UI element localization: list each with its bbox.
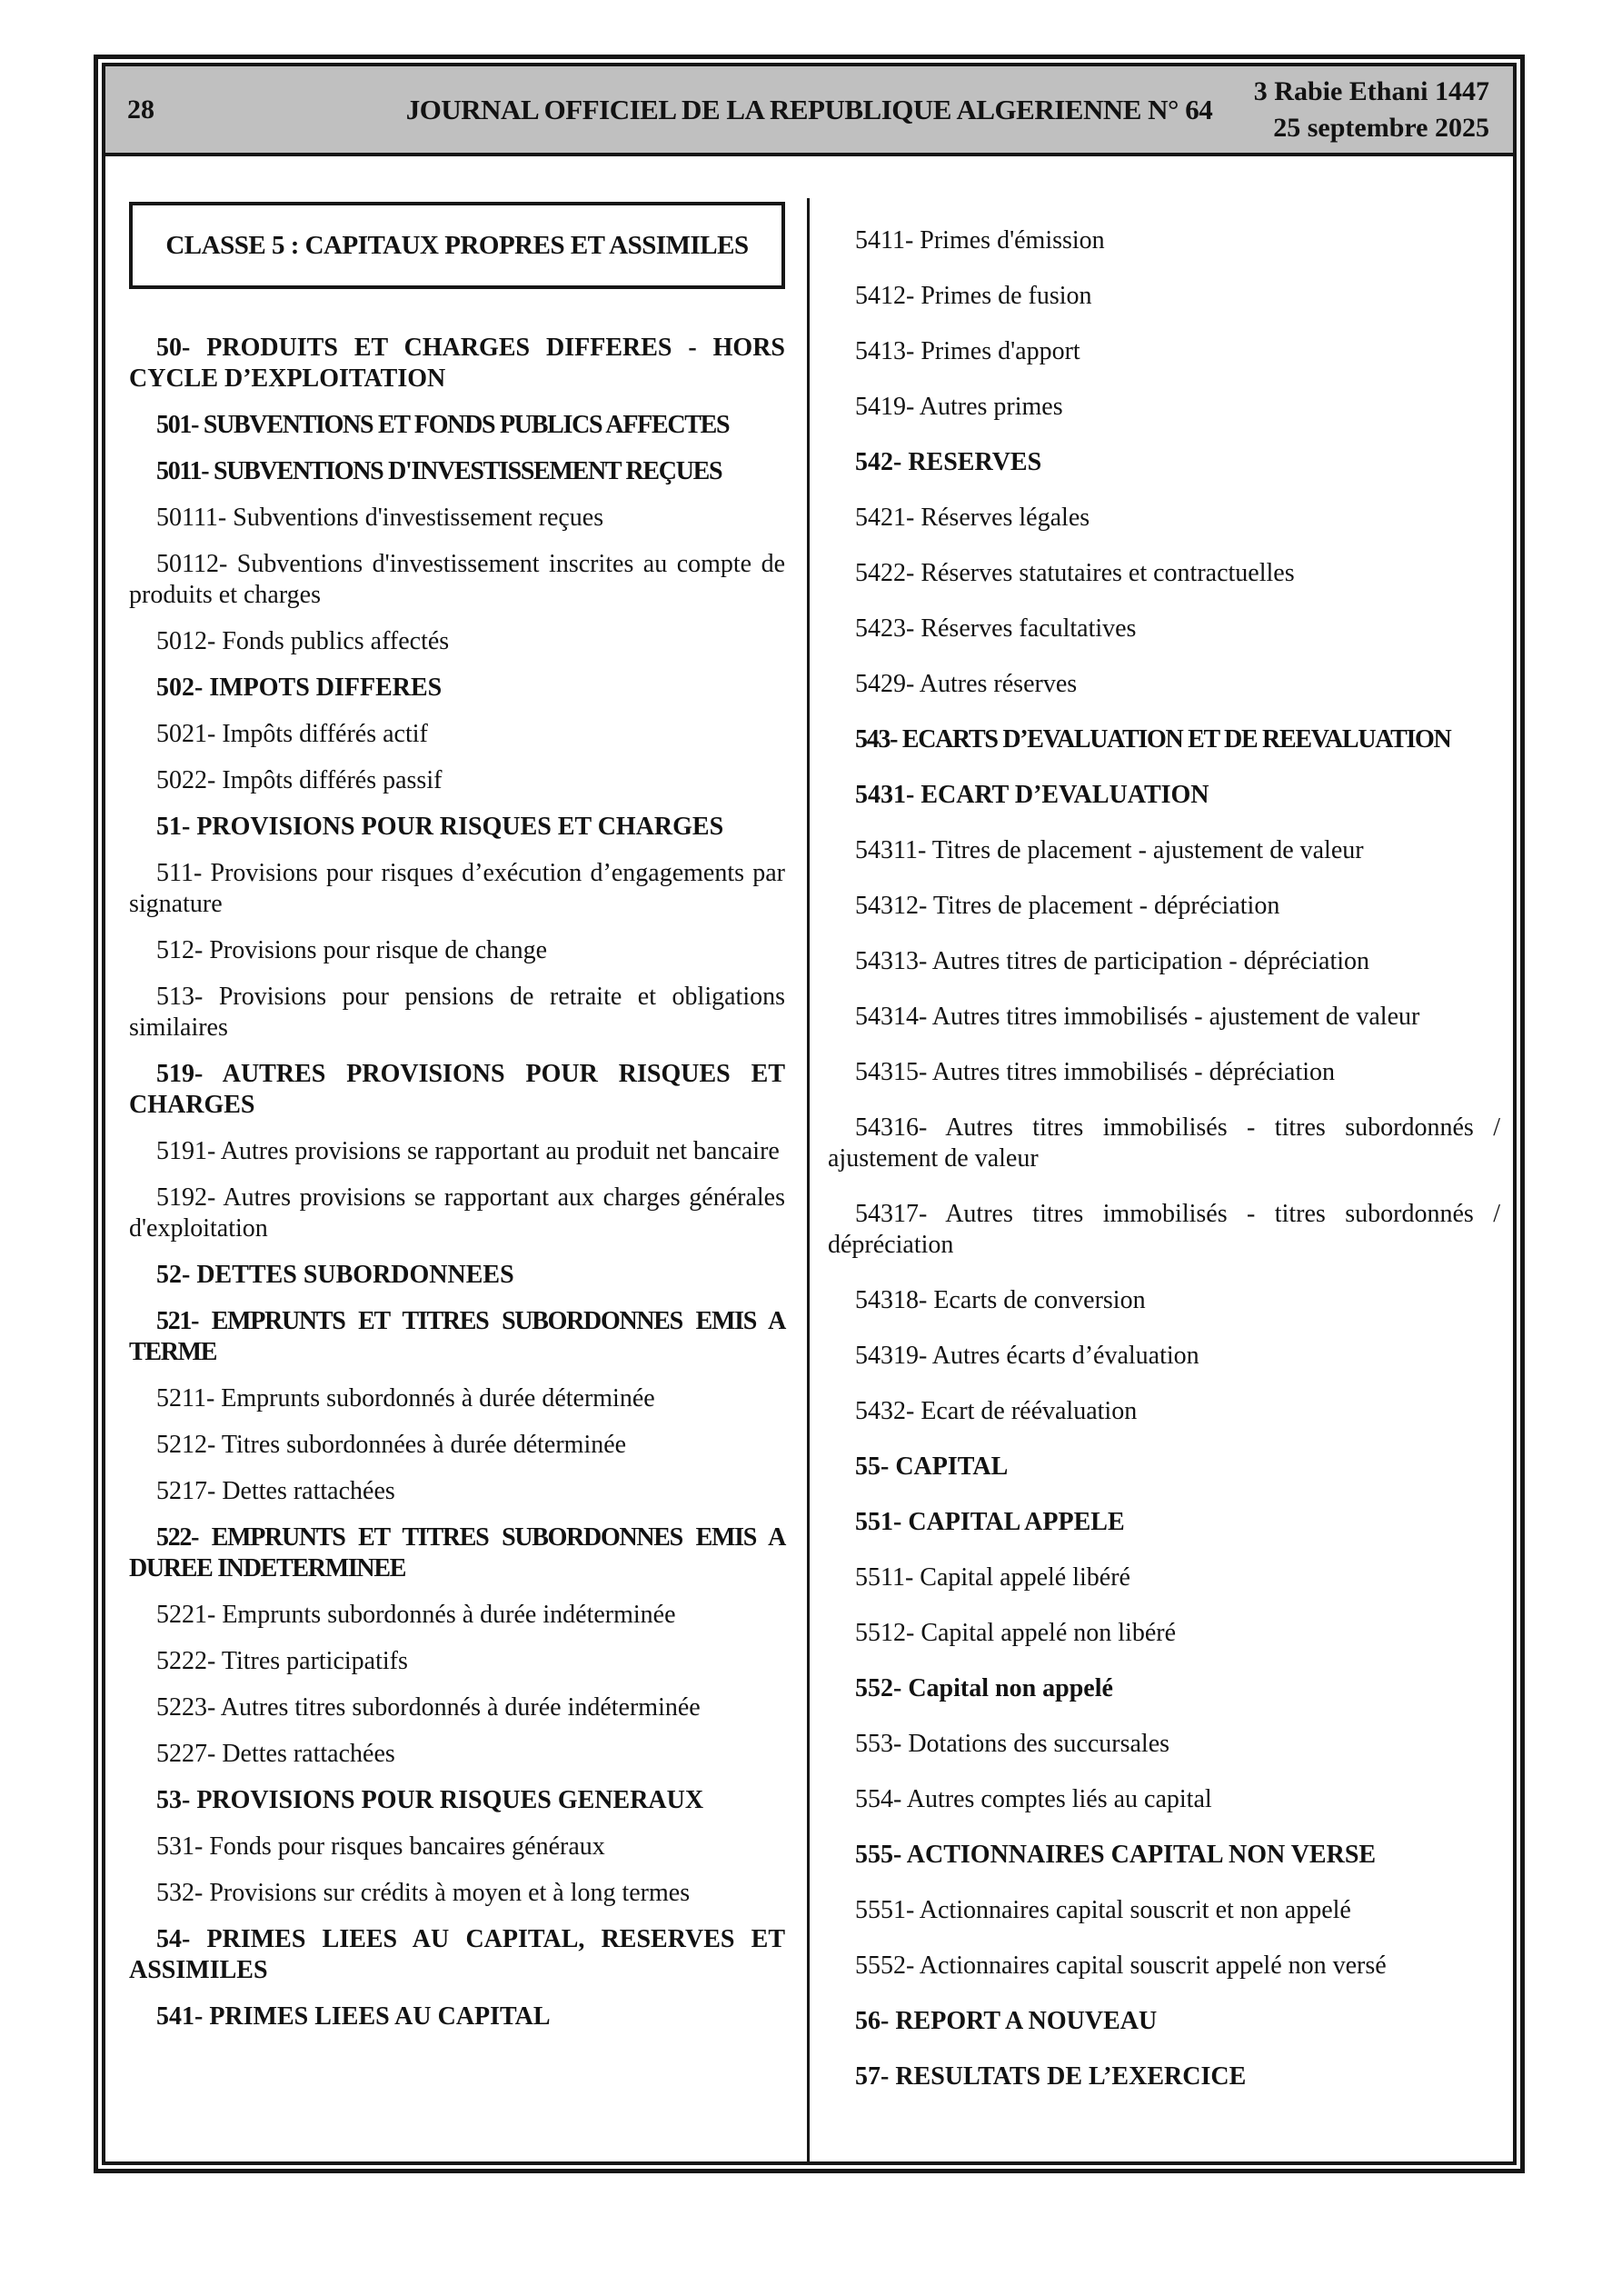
page-frame	[94, 55, 1525, 2173]
account-entry: 5222- Titres participatifs	[156, 1647, 408, 1675]
journal-title: JOURNAL OFFICIEL DE LA REPUBLIQUE ALGERIENNE N° 64	[405, 93, 1213, 125]
account-entry: 5421- Réserves légales	[855, 504, 1090, 532]
class-title: CLASSE 5 : CAPITAUX PROPRES ET ASSIMILES	[129, 202, 785, 289]
account-heading: 521- EMPRUNTS ET TITRES SUBORDONNES EMIS A TERME	[129, 1307, 785, 1366]
account-entry: 5212- Titres subordonnées à durée déterminée	[156, 1431, 627, 1459]
account-heading: 50- PRODUITS ET CHARGES DIFFERES - HORS CYCLE D’EXPLOITATION	[129, 334, 785, 393]
account-entry: 5223- Autres titres subordonnés à durée indéterminée	[156, 1693, 701, 1722]
account-entry: 54315- Autres titres immobilisés - dépréciation	[855, 1058, 1336, 1086]
account-entry: 54311- Titres de placement - ajustement de valeur	[855, 836, 1364, 864]
account-heading: 5431- ECART D’EVALUATION	[855, 781, 1209, 809]
account-entry: 54318- Ecarts de conversion	[855, 1286, 1146, 1314]
account-entry: 54312- Titres de placement - dépréciation	[855, 892, 1280, 920]
account-entry: 5419- Autres primes	[855, 393, 1063, 421]
account-entry: 5411- Primes d'émission	[855, 226, 1105, 255]
gregorian-date: 25 septembre 2025	[1273, 112, 1489, 143]
left-column	[105, 156, 807, 2161]
account-entry: 5422- Réserves statutaires et contractuelles	[855, 559, 1295, 587]
account-heading: 54- PRIMES LIEES AU CAPITAL, RESERVES ET ASSIMILES	[129, 1925, 785, 1984]
account-entry: 513- Provisions pour pensions de retraite et obligations similaires	[129, 983, 785, 1042]
account-entry: 512- Provisions pour risque de change	[156, 936, 548, 964]
account-heading: 552- Capital non appelé	[855, 1674, 1113, 1702]
account-entry: 5192- Autres provisions se rapportant aux charges générales d'exploitation	[129, 1183, 785, 1243]
account-heading: 501- SUBVENTIONS ET FONDS PUBLICS AFFECTES	[156, 411, 730, 439]
page-number: 28	[127, 94, 154, 125]
account-entry: 5211- Emprunts subordonnés à durée déterminée	[156, 1384, 655, 1413]
header-dates	[1254, 74, 1489, 146]
account-entry: 553- Dotations des succursales	[855, 1730, 1170, 1758]
account-heading: 52- DETTES SUBORDONNEES	[156, 1261, 514, 1289]
account-heading: 56- REPORT A NOUVEAU	[855, 2007, 1158, 2035]
account-entry: 5221- Emprunts subordonnés à durée indéterminée	[156, 1601, 676, 1629]
page-content	[105, 156, 1513, 2161]
account-heading: 502- IMPOTS DIFFERES	[156, 674, 443, 702]
hijri-date: 3 Rabie Ethani 1447	[1253, 75, 1489, 106]
account-entry: 50111- Subventions d'investissement reçues	[156, 504, 604, 532]
account-entry: 554- Autres comptes liés au capital	[855, 1785, 1212, 1813]
account-entry: 54319- Autres écarts d’évaluation	[855, 1342, 1199, 1370]
account-heading: 543- ECARTS D’EVALUATION ET DE REEVALUATION	[855, 725, 1451, 754]
account-heading: 542- RESERVES	[855, 448, 1042, 476]
account-heading: 519- AUTRES PROVISIONS POUR RISQUES ET CHARGES	[129, 1060, 785, 1119]
account-heading: 541- PRIMES LIEES AU CAPITAL	[156, 2002, 551, 2031]
account-heading: 522- EMPRUNTS ET TITRES SUBORDONNES EMIS A DUREE INDETERMINEE	[129, 1523, 785, 1582]
account-entry: 54314- Autres titres immobilisés - ajustement de valeur	[855, 1003, 1420, 1031]
account-heading: 555- ACTIONNAIRES CAPITAL NON VERSE	[855, 1841, 1377, 1869]
account-entry: 5012- Fonds publics affectés	[156, 627, 450, 655]
account-entry: 5227- Dettes rattachées	[156, 1740, 395, 1768]
account-entry: 54316- Autres titres immobilisés - titres subordonnés / ajustement de valeur	[828, 1113, 1500, 1173]
account-entry: 511- Provisions pour risques d’exécution d’engagements par signature	[129, 859, 785, 918]
account-heading: 551- CAPITAL APPELE	[855, 1508, 1125, 1536]
account-entry: 54313- Autres titres de participation - dépréciation	[855, 947, 1370, 975]
account-heading: 55- CAPITAL	[855, 1452, 1009, 1481]
account-entry: 5413- Primes d'apport	[855, 337, 1080, 365]
account-entry: 5423- Réserves facultatives	[855, 614, 1137, 643]
account-heading: 53- PROVISIONS POUR RISQUES GENERAUX	[156, 1786, 704, 1814]
account-entry: 5429- Autres réserves	[855, 670, 1078, 698]
account-entry: 532- Provisions sur crédits à moyen et à long termes	[156, 1879, 691, 1907]
right-column	[810, 156, 1513, 2161]
account-entry: 5551- Actionnaires capital souscrit et non appelé	[855, 1896, 1351, 1924]
account-heading: 5011- SUBVENTIONS D'INVESTISSEMENT REÇUES	[156, 457, 722, 485]
account-entry: 5191- Autres provisions se rapportant au produit net bancaire	[156, 1137, 780, 1165]
account-entry: 5021- Impôts différés actif	[156, 720, 428, 748]
page-frame-inner	[102, 63, 1517, 2165]
account-entry: 5432- Ecart de réévaluation	[855, 1397, 1138, 1425]
account-heading: 57- RESULTATS DE L’EXERCICE	[855, 2062, 1247, 2091]
page-header	[105, 66, 1513, 156]
account-entry: 5412- Primes de fusion	[855, 282, 1092, 310]
account-heading: 51- PROVISIONS POUR RISQUES ET CHARGES	[156, 813, 724, 841]
account-entry: 54317- Autres titres immobilisés - titres subordonnés / dépréciation	[828, 1200, 1500, 1259]
account-entry: 5512- Capital appelé non libéré	[855, 1619, 1176, 1647]
account-entry: 531- Fonds pour risques bancaires généraux	[156, 1832, 605, 1861]
account-entry: 5217- Dettes rattachées	[156, 1477, 395, 1505]
account-entry: 5552- Actionnaires capital souscrit appelé non versé	[855, 1952, 1387, 1980]
account-entry: 50112- Subventions d'investissement inscrites au compte de produits et charges	[129, 550, 785, 609]
account-entry: 5511- Capital appelé libéré	[855, 1563, 1130, 1592]
account-entry: 5022- Impôts différés passif	[156, 766, 443, 794]
